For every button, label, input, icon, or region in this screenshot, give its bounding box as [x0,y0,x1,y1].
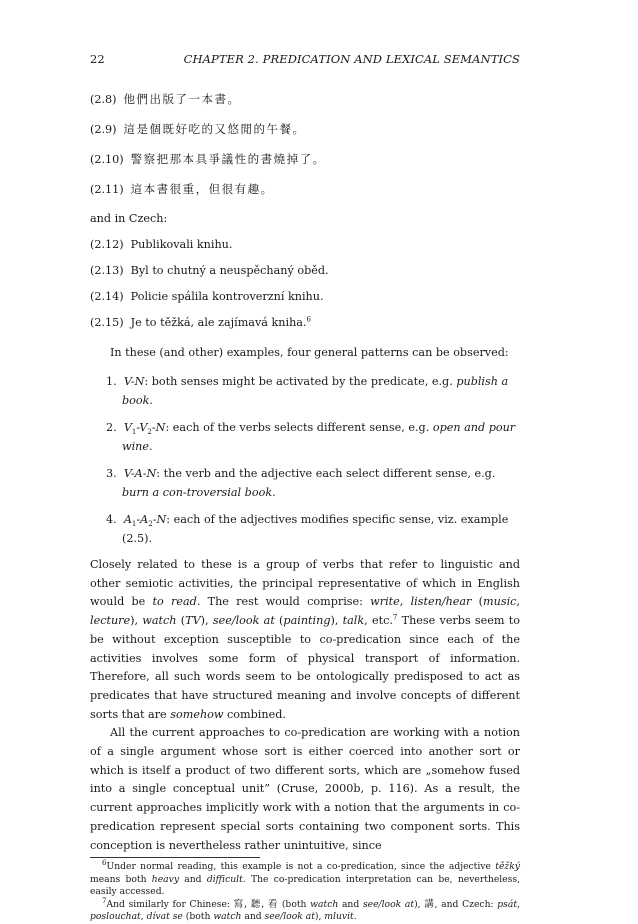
footnote-ref-6[interactable]: 6 [306,315,311,324]
pattern-item: 3. V-A-N: the verb and the adjective each select different sense, e.g. burn a con-troversial book. [106,467,496,499]
example-2-11: (2.11) 這本書很重，但很有趣。 [90,182,274,196]
running-header [90,52,520,68]
patterns-list [90,372,520,548]
example-2-14: (2.14) Policie spálila kontroverzní knihu. [90,290,324,303]
pattern-item: 2. $V_1-V_2-N$: each of the verbs selects different sense, e.g. open and pour wine. [106,421,516,453]
example-2-13: (2.13) Byl to chutný a neuspěchaný oběd. [90,264,329,277]
example-2-15: (2.15) Je to těžká, ale zajímavá kniha.$^6$ [90,315,311,329]
example-2-8: (2.8) 他們出版了一本書。 [90,92,241,106]
footnote-ref-7[interactable]: 7 [392,613,398,622]
footnote-6: $^6$Under normal reading, this example is not a co-predication, since the adjective těžký means both heavy and difficult. The co-predication interpretation can be, nevertheless, easily accessed. [90,859,520,898]
example-2-10: (2.10) 警察把那本具爭議性的書燒掉了。 [90,152,326,166]
chapter-title: CHAPTER 2. PREDICATION AND LEXICAL SEMANTICS [183,52,520,66]
footnote-7: $^7$And similarly for Chinese: 寫, 聽, 看 (both watch and see/look at), 講, and Czech: psát, poslouchat, dívat se (both watch and see/look at), mluvit. [90,896,520,923]
page-number: 22 [90,52,105,66]
czech-intro: and in Czech: [90,212,168,225]
footnote-rule [90,857,260,858]
page-body [90,52,520,924]
pattern-item: 1. V-N: both senses might be activated by the predicate, e.g. publish a book. [106,375,509,407]
patterns-intro: In these (and other) examples, four general patterns can be observed: [110,346,509,359]
example-2-12: (2.12) Publikovali knihu. [90,238,233,251]
pattern-item: 4. $A_1-A_2-N$: each of the adjectives modifies specific sense, viz. example (2.5). [106,513,509,545]
paragraph-co-predication: All the current approaches to co-predication are working with a notion of a single argument whose sort is either coerced into another sort or which is itself a product of two different sorts, which are „somehow fused into a single conceptual unit” (Cruse, 2000b, p. 116). As a result, the current approaches implicitly work with a notion that the arguments in co-predication represent special sorts containing two component sorts. This conception is nevertheless rather unintuitive, since [90,726,520,852]
paragraph-semiotic-verbs: Closely related to these is a group of verbs that refer to linguistic and other semiotic activities, the principal representative of which in English would be to read. The rest would comprise: write, listen/hear (music, lecture), watch (TV), see/look at (painting), talk, etc.$^7$ These verbs seem to be without exception susceptible to co-predication since each of the activities involves some form of physical transport of information. Therefore, all such words seem to be ontologically predisposed to act as predicates that have structured meaning and involve concepts of different sorts that are somehow combined. [90,558,520,721]
example-2-9: (2.9) 這是個既好吃的又悠閒的午餐。 [90,122,306,136]
